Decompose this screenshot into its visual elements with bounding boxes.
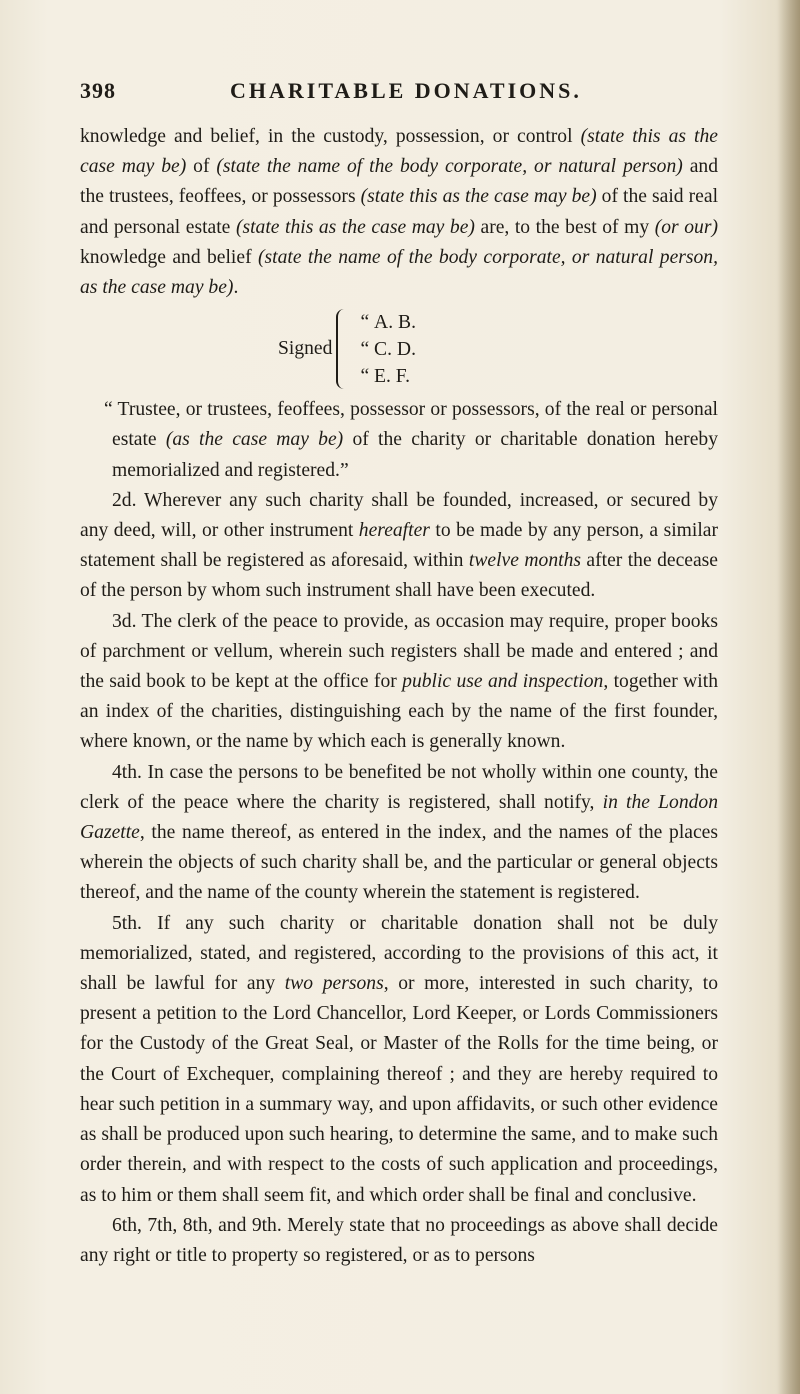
paragraph-3d: 3d. The clerk of the peace to provide, as occasion may require, proper books of parchment or vellum, wherein such registers shall be made and entered ; and the said book to be kept at the office for public use and inspection, together with an index of the charities, distinguishing each by the name of the first founder, where known, or the name by which each is generally known. xyxy=(80,610,718,753)
running-head: CHARITABLE DONATIONS. xyxy=(230,78,582,103)
signature-block xyxy=(278,303,718,395)
paragraph-6th-9th: 6th, 7th, 8th, and 9th. Merely state that no proceedings as above shall decide any right or title to property so registered, or as to persons xyxy=(80,1214,718,1266)
paragraph-4th: 4th. In case the persons to be benefited be not wholly within one county, the clerk of the peace where the charity is registered, shall notify, in the London Gazette, the name thereof, as entered in the index, and the names of the places wherein the objects of such charity shall be, and the particular or general objects thereof, and the name of the county wherein the statement is registered. xyxy=(80,761,719,904)
page-edge-shadow xyxy=(778,0,800,1394)
signatory-name: “ A. B. xyxy=(360,309,416,336)
paragraph-trustee-clause: “ Trustee, or trustees, feoffees, possessor or possessors, of the real or personal estate (as the case may be) of the charity or charitable donation hereby memorialized and registered.” xyxy=(104,399,718,481)
body-text xyxy=(80,122,718,1271)
page-number: 398 xyxy=(80,78,116,103)
signatory-list xyxy=(360,309,416,390)
signatory-name: “ E. F. xyxy=(360,363,416,390)
brace-mark xyxy=(336,309,350,389)
paragraph-5th: 5th. If any such charity or charitable donation shall not be duly memorialized, stated, and registered, according to the provisions of this act, it shall be lawful for any two persons, or more, interested in such charity, to present a petition to the Lord Chancellor, Lord Keeper, or Lords Commissioners for the Custody of the Great Seal, or Master of the Rolls for the time being, or the Court of Exchequer, complaining thereof ; and they are hereby required to hear such petition in a summary way, and upon affidavits, or such other evidence as shall be produced upon such hearing, to determine the same, and to make such order therein, and with respect to the costs of such application and proceedings, as to him or them shall seem fit, and which order shall be final and conclusive. xyxy=(80,912,719,1206)
signed-label: Signed xyxy=(278,338,333,360)
page-header xyxy=(80,78,720,118)
paragraph-2d: 2d. Wherever any such charity shall be founded, increased, or secured by any deed, will, or other instrument hereafter to be made by any person, a similar statement shall be registered as aforesaid, within twelve months after the decease of the person by whom such instrument shall have been executed. xyxy=(80,489,719,602)
paragraph-form-statement: knowledge and belief, in the custody, possession, or control (state this as the case may be) of (state the name of the body corporate, or natural person) and the trustees, feoffees, or possessors (state this as the case may be) of the said real and personal estate (state this as the case may be) are, to the best of my (or our) knowledge and belief (state the name of the body corporate, or natural person, as the case may be). xyxy=(80,126,719,299)
signatory-name: “ C. D. xyxy=(360,336,416,363)
